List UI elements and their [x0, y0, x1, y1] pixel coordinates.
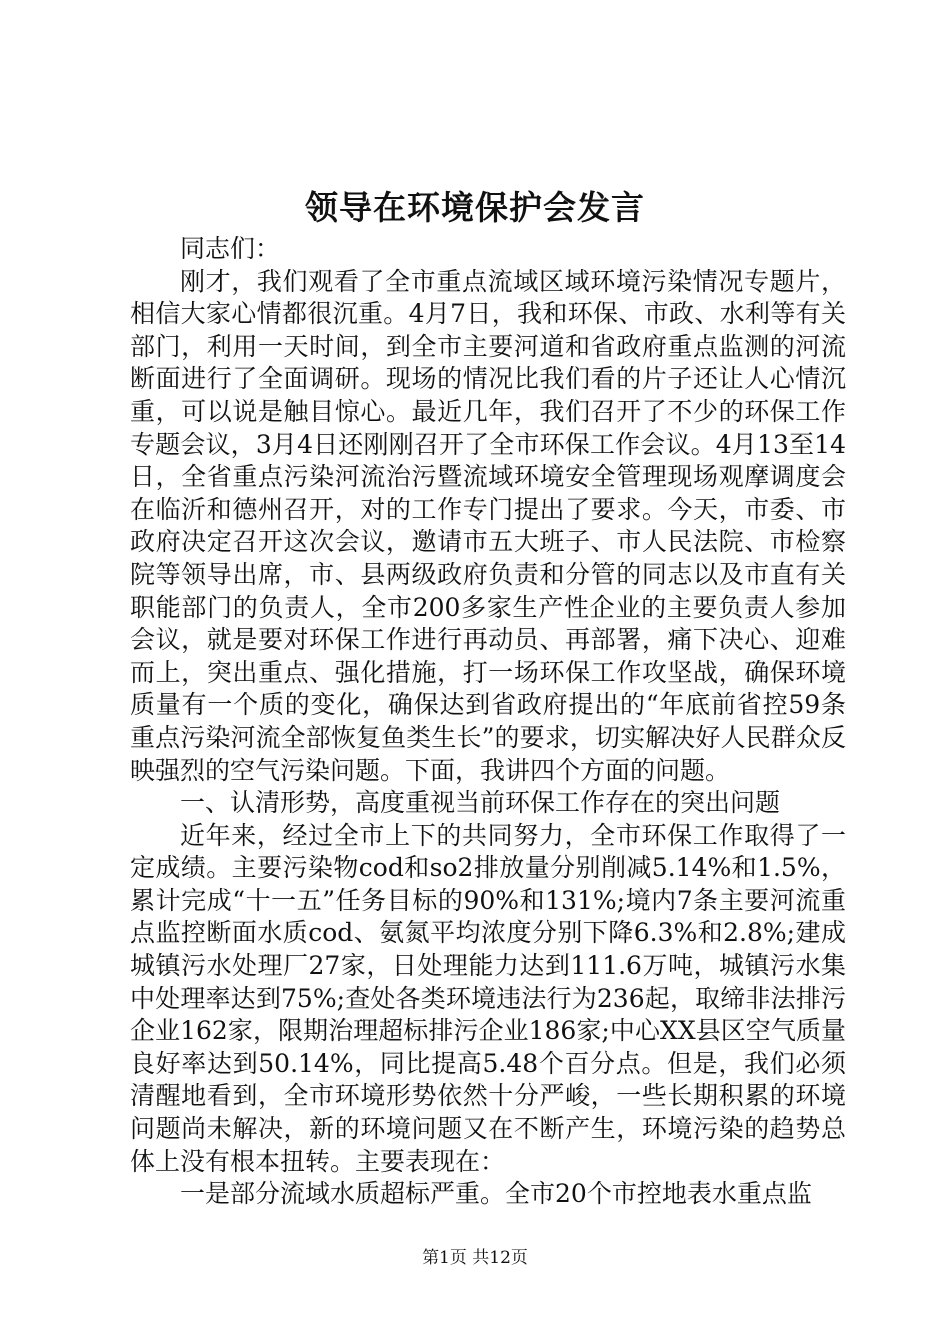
document-title: 领导在环境保护会发言 [305, 188, 645, 227]
intro-paragraph: 刚才，我们观看了全市重点流域区域环境污染情况专题片，相信大家心情都很沉重。4月7日，我和环保、市政、水利等有关部门，利用一天时间，到全市主要河道和省政府重点监测的河流断面进行了全面调研。现场的情况比我们看的片子还让人心情沉重，可以说是触目惊心。最近几年，我们召开了不少的环保工作专题会议，3月4日还刚刚召开了全市环保工作会议。4月13至14日，全省重点污染河流治污暨流域环境安全管理现场观摩调度会在临沂和德州召开，对的工作专门提出了要求。今天，市委、市政府决定召开这次会议，邀请市五大班子、市人民法院、市检察院等领导出席，市、县两级政府负责和分管的同志以及市直有关职能部门的负责人，全市200多家生产性企业的主要负责人参加会议，就是要对环保工作进行再动员、再部署，痛下决心、迎难而上，突出重点、强化措施，打一场环保工作攻坚战，确保环境质量有一个质的变化，确保达到省政府提出的“年底前省控59条重点污染河流全部恢复鱼类生长”的要求，切实解决好人民群众反映强烈的空气污染问题。下面，我讲四个方面的问题。 [130, 266, 846, 785]
achievements-paragraph: 近年来，经过全市上下的共同努力，全市环保工作取得了一定成绩。主要污染物cod和so2排放量分别削减5.14%和1.5%，累计完成“十一五”任务目标的90%和131%;境内7条主要河流重点监控断面水质cod、氨氮平均浓度分别下降6.3%和2.8%;建成城镇污水处理厂27家，日处理能力达到111.6万吨，城镇污水集中处理率达到75%;查处各类环境违法行为236起，取缔非法排污企业162家，限期治理超标排污企业186家;中心XX县区空气质量良好率达到50.14%，同比提高5.48个百分点。但是，我们必须清醒地看到，全市环境形势依然十分严峻，一些长期积累的环境问题尚未解决，新的环境问题又在不断产生，环境污染的趋势总体上没有根本扭转。主要表现在： [130, 820, 846, 1176]
page-number-footer: 第1页 共12页 [422, 1248, 528, 1268]
water-quality-paragraph: 一是部分流域水质超标严重。全市20个市控地表水重点监 [180, 1179, 812, 1209]
salutation-paragraph: 同志们： [180, 234, 281, 263]
document-body [130, 233, 846, 1211]
section-heading: 一、认清形势，高度重视当前环保工作存在的突出问题 [180, 788, 781, 818]
